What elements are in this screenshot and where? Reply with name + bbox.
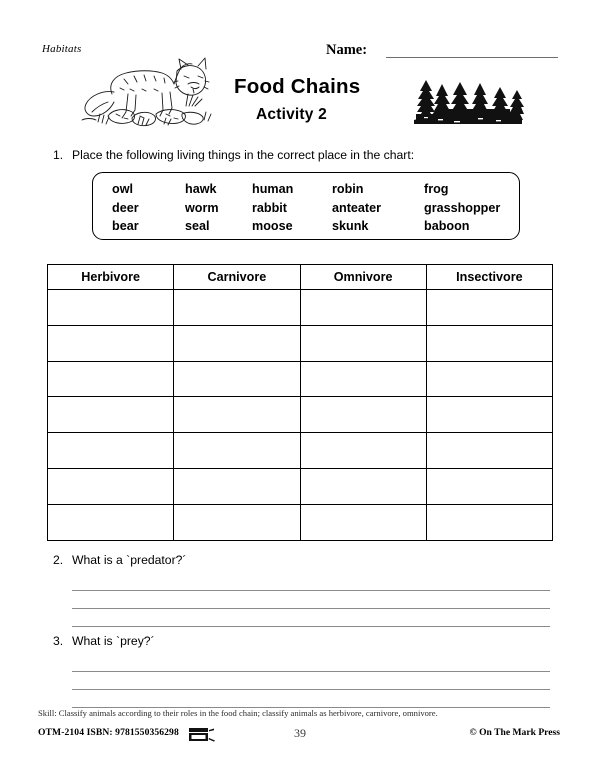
word-item: moose xyxy=(252,219,293,234)
table-cell[interactable] xyxy=(48,290,174,326)
table-row xyxy=(48,468,553,504)
name-label: Name: xyxy=(326,42,368,58)
word-item: anteater xyxy=(332,200,381,215)
word-item: owl xyxy=(112,182,133,197)
name-field-row xyxy=(326,42,558,62)
table-cell[interactable] xyxy=(426,325,552,361)
word-item: seal xyxy=(185,219,210,234)
table-cell[interactable] xyxy=(174,397,300,433)
table-cell[interactable] xyxy=(300,397,426,433)
name-input-line[interactable] xyxy=(386,57,558,58)
table-cell[interactable] xyxy=(174,468,300,504)
table-cell[interactable] xyxy=(300,290,426,326)
word-bank-row xyxy=(112,217,504,236)
fox-illustration xyxy=(78,48,218,130)
column-header-carnivore: Carnivore xyxy=(174,265,300,290)
table-cell[interactable] xyxy=(300,325,426,361)
skill-description: Skill: Classify animals according to their roles in the food chain; classify animals as herbivore, carnivore, omnivore. xyxy=(38,708,438,718)
word-bank-box xyxy=(92,172,520,240)
word-item: bear xyxy=(112,219,139,234)
table-cell[interactable] xyxy=(174,504,300,540)
activity-subtitle: Activity 2 xyxy=(256,106,327,123)
question-2-answer-area xyxy=(72,573,550,627)
column-header-insectivore: Insectivore xyxy=(426,265,552,290)
table-cell[interactable] xyxy=(426,433,552,469)
page-header xyxy=(0,0,600,140)
copyright-notice: © On The Mark Press xyxy=(469,727,560,738)
question-3-answer-area xyxy=(72,654,550,708)
classification-table xyxy=(47,264,553,541)
question-2-number: 2. xyxy=(53,553,64,567)
word-item: deer xyxy=(112,200,139,215)
question-3-number: 3. xyxy=(53,634,64,648)
table-cell[interactable] xyxy=(426,397,552,433)
table-cell[interactable] xyxy=(174,325,300,361)
table-cell[interactable] xyxy=(48,325,174,361)
word-item: hawk xyxy=(185,182,217,197)
table-cell[interactable] xyxy=(300,433,426,469)
word-item: worm xyxy=(185,200,219,215)
answer-line[interactable] xyxy=(72,690,550,708)
question-1-text: Place the following living things in the correct place in the chart: xyxy=(72,148,415,162)
table-cell[interactable] xyxy=(174,433,300,469)
word-item: rabbit xyxy=(252,200,287,215)
word-item: robin xyxy=(332,182,364,197)
table-cell[interactable] xyxy=(300,504,426,540)
answer-line[interactable] xyxy=(72,573,550,591)
series-label: Habitats xyxy=(42,43,82,55)
table-row xyxy=(48,361,553,397)
table-cell[interactable] xyxy=(48,433,174,469)
pine-trees-illustration xyxy=(408,62,526,124)
answer-line[interactable] xyxy=(72,672,550,690)
product-code: OTM-2104 ISBN: 9781550356298 xyxy=(38,727,179,738)
column-header-herbivore: Herbivore xyxy=(48,265,174,290)
table-cell[interactable] xyxy=(300,361,426,397)
word-bank-grid xyxy=(112,180,504,236)
table-cell[interactable] xyxy=(426,504,552,540)
table-row xyxy=(48,504,553,540)
page-title: Food Chains xyxy=(234,75,361,98)
table-cell[interactable] xyxy=(300,468,426,504)
answer-line[interactable] xyxy=(72,591,550,609)
word-item: frog xyxy=(424,182,449,197)
table-row xyxy=(48,290,553,326)
table-cell[interactable] xyxy=(426,290,552,326)
table-cell[interactable] xyxy=(174,361,300,397)
question-2-text: What is a `predator?´ xyxy=(72,553,187,567)
answer-line[interactable] xyxy=(72,654,550,672)
question-3-text: What is `prey?´ xyxy=(72,634,155,648)
table-cell[interactable] xyxy=(48,397,174,433)
table-row xyxy=(48,433,553,469)
table-cell[interactable] xyxy=(174,290,300,326)
word-item: grasshopper xyxy=(424,200,501,215)
word-item: human xyxy=(252,182,294,197)
word-item: skunk xyxy=(332,219,369,234)
word-bank-row xyxy=(112,199,504,218)
column-header-omnivore: Omnivore xyxy=(300,265,426,290)
page-number: 39 xyxy=(294,726,306,740)
table-row xyxy=(48,397,553,433)
table-cell[interactable] xyxy=(48,504,174,540)
table-cell[interactable] xyxy=(48,468,174,504)
table-cell[interactable] xyxy=(48,361,174,397)
answer-line[interactable] xyxy=(72,609,550,627)
table-cell[interactable] xyxy=(426,468,552,504)
table-row xyxy=(48,325,553,361)
table-header-row xyxy=(48,265,553,290)
table-cell[interactable] xyxy=(426,361,552,397)
word-bank-row xyxy=(112,180,504,199)
word-item: baboon xyxy=(424,219,470,234)
question-1-number: 1. xyxy=(53,148,64,162)
